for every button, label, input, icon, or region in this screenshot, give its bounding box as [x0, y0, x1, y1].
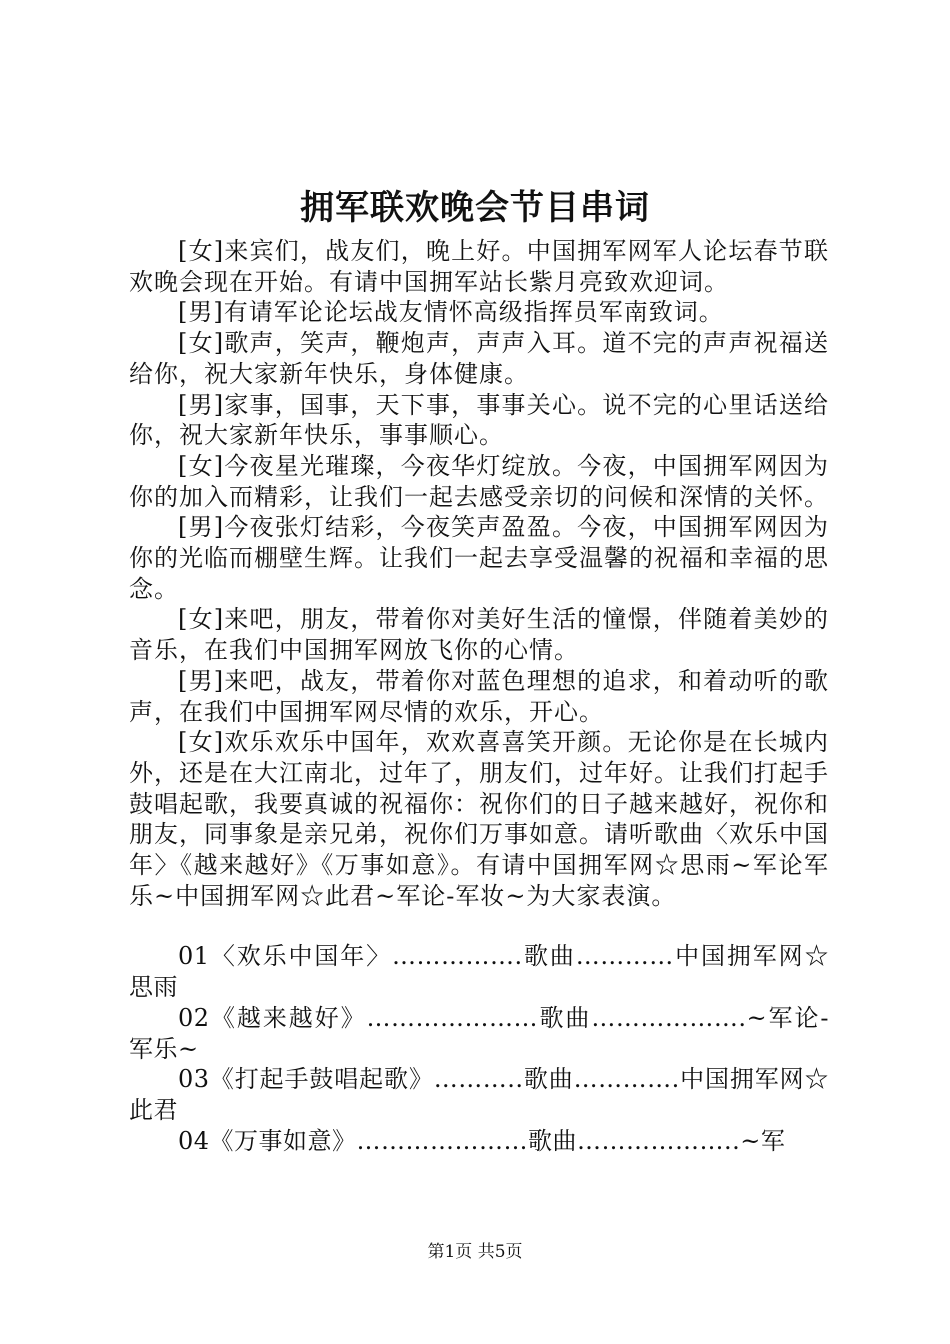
paragraph: [男]来吧，战友，带着你对蓝色理想的追求，和着动听的歌声，在我们中国拥军网尽情的欢乐，开心。 [129, 666, 829, 726]
paragraph: [女]今夜星光璀璨，今夜华灯绽放。今夜，中国拥军网因为你的加入而精彩，让我们一起去感受亲切的问候和深情的关怀。 [129, 451, 829, 511]
program-item: 01〈欢乐中国年〉…………….歌曲…………中国拥军网☆思雨 [129, 942, 829, 1002]
program-item: 03《打起手鼓唱起歌》………..歌曲………….中国拥军网☆此君 [129, 1065, 829, 1124]
paragraph: [女]歌声，笑声，鞭炮声，声声入耳。道不完的声声祝福送给你，祝大家新年快乐，身体健康。 [129, 329, 829, 388]
document-title: 拥军联欢晚会节目串词 [300, 188, 650, 228]
document-body [129, 236, 829, 1156]
spacer [129, 911, 829, 941]
paragraph: [女]来吧，朋友，带着你对美好生活的憧憬，伴随着美妙的音乐，在我们中国拥军网放飞你的心情。 [129, 605, 829, 665]
paragraph: [女]来宾们，战友们，晚上好。中国拥军网军人论坛春节联欢晚会现在开始。有请中国拥军站长紫月亮致欢迎词。 [129, 237, 829, 296]
program-item: 04《万事如意》…………………歌曲………………..~军 [178, 1126, 786, 1155]
paragraph: [男]家事，国事，天下事，事事关心。说不完的心里话送给你，祝大家新年快乐，事事顺心。 [129, 390, 829, 450]
page-footer: 第1页 共5页 [427, 1242, 523, 1262]
program-item: 02《越来越好》…………………歌曲……………….~军论-军乐~ [129, 1003, 829, 1063]
paragraph: [女]欢乐欢乐中国年，欢欢喜喜笑开颜。无论你是在长城内外，还是在大江南北，过年了，朋友们，过年好。让我们打起手鼓唱起歌，我要真诚的祝福你：祝你们的日子越来越好，祝你和朋友，同事象是亲兄弟，祝你们万事如意。请听歌曲〈欢乐中国年〉《越来越好》《万事如意》。有请中国拥军网☆思雨~军论军乐~中国拥军网☆此君~军论-军妆~为大家表演。 [129, 728, 829, 910]
paragraph: [男]有请军论论坛战友情怀高级指挥员军南致词。 [178, 298, 724, 327]
paragraph: [男]今夜张灯结彩，今夜笑声盈盈。今夜，中国拥军网因为你的光临而棚壁生辉。让我们一起去享受温馨的祝福和幸福的思念。 [129, 513, 829, 603]
